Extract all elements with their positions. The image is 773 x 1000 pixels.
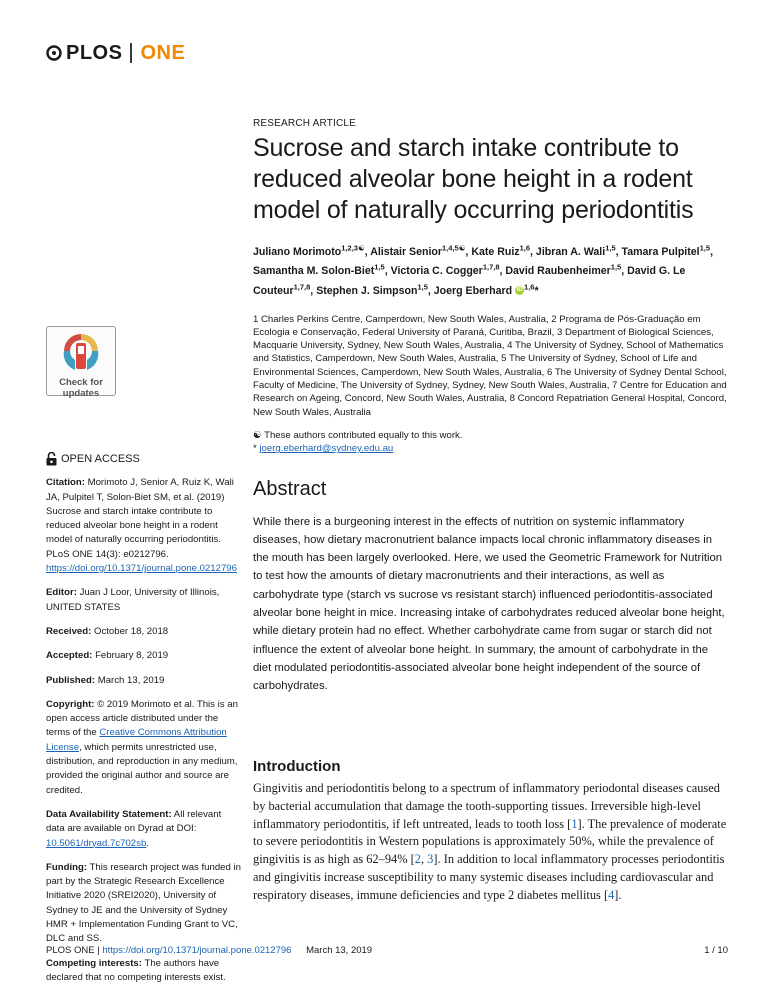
open-access-text: OPEN ACCESS: [61, 453, 140, 465]
introduction-heading: Introduction: [253, 758, 341, 775]
license-link[interactable]: Creative Commons Attribution License: [46, 727, 227, 753]
intro-part-2b: ,: [420, 852, 428, 867]
published-block: [46, 674, 242, 688]
funding-label: Funding:: [46, 861, 88, 873]
author-separator: ,: [615, 245, 622, 258]
open-access-label: [46, 452, 242, 466]
abstract-text: While there is a burgeoning interest in the effects of nutrition on systemic inflammatory diseases, how dietary macronutrient balance impacts local chronic inflammatory diseases in the mouth has been largely overlooked. Here, we used the Geometric Framework for Nutrition to test how the amounts of dietary macronutrients and their interactions, as well as carbohydrate type (starch vs sucrose vs resistant starch) influenced periodontitis-associated alveolar bone height in mice. Increasing intake of carbohydrates reduced alveolar bone height, while dietary protein had no effect. Whether carbohydrate came from sugar or starch did not influence the extent of alveolar bone height. In summary, the amount of carbohydrate in the diet modulated periodontitis-associated alveolar bone height independent of the source of carbohydrates.: [253, 515, 725, 693]
article-title: Sucrose and starch intake contribute to reduced alveolar bone height in a rodent model of naturally occurring periodontitis: [253, 134, 694, 224]
logo-one-text: ONE: [140, 41, 186, 64]
crossmark-icon: [62, 332, 100, 372]
introduction-text: [253, 780, 730, 905]
author-separator: ,: [310, 284, 317, 297]
author-affiliation-marks: 1,7,8: [482, 262, 500, 272]
editor-label: Editor:: [46, 587, 77, 599]
author-separator: ,: [530, 245, 536, 258]
author-name: Stephen J. Simpson: [316, 284, 418, 297]
author-notes: [253, 429, 729, 456]
author-affiliation-marks: 1,5: [610, 262, 622, 272]
intro-part-3: ]. In addition to local inflammatory processes periodontitis and gingivitis increase susceptibility to many systemic diseases including cardiovascular and respiratory diseases, immune deficiencies and type 2 diabetes mellitus [: [253, 852, 725, 902]
orcid-icon[interactable]: iD: [516, 287, 523, 294]
author-name: Victoria C. Cogger: [390, 265, 483, 278]
author-separator: ,: [710, 245, 714, 258]
corresponding-author-note: [253, 442, 729, 455]
logo-plos-text: PLOS: [66, 41, 123, 64]
data-availability-block: [46, 808, 242, 851]
author-name: Tamara Pulpitel: [621, 245, 700, 258]
author[interactable]: [370, 243, 472, 258]
competing-interests-text: The authors have declared that no competing interests exist.: [46, 957, 226, 983]
copyright-label: Copyright:: [46, 698, 95, 710]
author-name: Joerg Eberhard: [433, 284, 513, 297]
author[interactable]: [433, 282, 539, 297]
accepted-label: Accepted:: [46, 650, 93, 662]
author-affiliation-marks: 1,5: [699, 243, 711, 252]
editor-text: Juan J Loor, University of Illinois, UNITED STATES: [46, 587, 220, 613]
article-main: [253, 118, 729, 696]
footer-date: March 13, 2019: [306, 945, 373, 956]
editor-block: [46, 586, 242, 615]
intro-part-4: ].: [614, 887, 622, 902]
citation-block: [46, 476, 242, 576]
copyright-block: [46, 698, 242, 798]
author-separator: ,: [621, 265, 628, 278]
author[interactable]: [316, 282, 434, 297]
author[interactable]: [390, 262, 506, 278]
equal-contribution-note: ☯ These authors contributed equally to this work.: [253, 429, 463, 441]
data-availability-label: Data Availability Statement:: [46, 808, 172, 820]
badge-line-1: Check for: [59, 377, 103, 388]
article-info-sidebar: [46, 452, 242, 995]
copyright-text-1: © 2019 Morimoto et al. This is an open access article distributed under the terms of the: [46, 698, 238, 739]
author-name: Jibran A. Wali: [535, 245, 606, 258]
data-availability-end: .: [146, 837, 149, 849]
footer-journal: PLOS ONE |: [46, 945, 103, 956]
citation-ref-4[interactable]: 4: [608, 887, 615, 902]
footer-left: [46, 945, 372, 956]
received-date: October 18, 2018: [94, 625, 169, 637]
author-name: Samantha M. Solon-Biet: [253, 265, 375, 278]
plos-logo-icon: [46, 45, 62, 61]
published-date: March 13, 2019: [97, 674, 165, 686]
badge-line-2: updates: [62, 388, 100, 399]
data-availability-text: All relevant data are available on Dyrad at DOI:: [46, 808, 222, 835]
accepted-date: February 8, 2019: [95, 650, 169, 662]
page-footer: [46, 945, 728, 956]
received-block: [46, 625, 242, 639]
author-separator: ,: [364, 245, 371, 258]
citation-ref-2[interactable]: 2: [414, 852, 421, 867]
author-name: Kate Ruiz: [471, 245, 520, 258]
copyright-text-2: , which permits unrestricted use, distribution, and reproduction in any medium, provided the original author and source are credited.: [46, 741, 238, 796]
author-name: Juliano Morimoto: [253, 245, 342, 258]
author-affiliation-marks: 1,6: [524, 282, 535, 292]
citation-doi-link[interactable]: https://doi.org/10.1371/journal.pone.0212796: [46, 563, 237, 575]
author[interactable]: [471, 243, 536, 258]
citation-ref-3[interactable]: 3: [427, 852, 434, 867]
abstract-heading: Abstract: [253, 477, 327, 500]
author-name: David G. Le Couteur: [253, 265, 686, 297]
author-separator: ,: [427, 284, 434, 297]
accepted-block: [46, 649, 242, 663]
article-type: RESEARCH ARTICLE: [253, 118, 357, 129]
author[interactable]: [621, 243, 714, 258]
author-list: [253, 240, 729, 299]
author[interactable]: [253, 243, 371, 258]
author-separator: ,: [465, 245, 472, 258]
published-label: Published:: [46, 674, 96, 686]
author-affiliation-marks: 1,5: [374, 262, 385, 272]
author-affiliation-marks: 1,7,8: [293, 282, 311, 292]
logo-divider: [130, 43, 132, 63]
funding-text: This research project was funded in part by the Strategic Research Excellence Initiative 2020 (SREI2020), University of Sydney to JE and the University of Sydney HMR + Implementation Funding Grant to VC, DLC and SS.: [46, 861, 241, 945]
author-name: David Raubenheimer: [505, 265, 611, 278]
funding-block: [46, 861, 242, 947]
competing-interests-label: Competing interests:: [46, 957, 142, 969]
affiliations: 1 Charles Perkins Centre, Camperdown, New South Wales, Australia, 2 Programa de Pós-Graduação em Ecologia e Conservação, Federal University of Paraná, Curitiba, Brazil, 3 Department of Biological Sciences, Macquarie University, Sydney, New South Wales, Australia, 4 The University of Sydney, School of Mathematics and Statistics, Camperdown, New South Wales, Australia, 5 The University of Sydney, School of Life and Environmental Sciences, Camperdown, New South Wales, Australia, 6 The University of Sydney Dental School, Faculty of Medicine, The University of Sydney, Sydney, New South Wales, Australia, 7 Centre for Education and Research on Ageing, Concord, New South Wales, Australia, 8 Concord Repatriation General Hospital, Concord, New South Wales, Australia: [253, 313, 727, 418]
page-number: 1 / 10: [704, 945, 728, 956]
author-name: Alistair Senior: [370, 245, 443, 258]
check-for-updates-badge[interactable]: [46, 326, 116, 399]
competing-interests-block: [46, 957, 242, 986]
corresponding-mark: *: [253, 443, 257, 455]
citation-text: Morimoto J, Senior A, Ruiz K, Wali JA, Pulpitel T, Solon-Biet SM, et al. (2019) Sucrose and starch intake contribute to reduced alveolar bone height in a rodent model of naturally occurring periodontitis. PLoS ONE 14(3): e0212796.: [46, 477, 234, 560]
author-affiliation-marks: 1,6: [519, 243, 531, 252]
intro-part-1: Gingivitis and periodontitis belong to a spectrum of inflammatory periodontal diseases caused by bacterial accumulation that damage the tooth-supporting tissues. Irreversible high-level inflammatory periodontitis, if left untreated, leads to tooth loss [: [253, 781, 720, 831]
footer-doi-link[interactable]: https://doi.org/10.1371/journal.pone.0212796: [102, 945, 292, 956]
corresponding-email-link[interactable]: joerg.eberhard@sydney.edu.au: [259, 443, 394, 455]
dryad-doi-link[interactable]: 10.5061/dryad.7c702sb: [46, 837, 147, 849]
author-separator: *: [534, 284, 539, 297]
author[interactable]: [505, 262, 628, 278]
intro-part-2: ]. The prevalence of moderate to severe periodontitis in Western populations is approximately 50%, while the prevalence of gingivitis is as high as 62–94% [: [253, 816, 727, 867]
author-affiliation-marks: 1,2,3☯: [341, 243, 365, 252]
author-separator: ,: [384, 265, 391, 278]
author-affiliation-marks: 1,5: [605, 243, 616, 252]
citation-label: Citation:: [46, 477, 85, 489]
plos-one-logo[interactable]: [46, 40, 185, 66]
author[interactable]: [253, 262, 391, 278]
citation-ref-1[interactable]: 1: [571, 816, 578, 831]
author-affiliation-marks: 1,4,5☯: [442, 243, 466, 252]
open-lock-icon: [46, 452, 57, 466]
received-label: Received:: [46, 625, 92, 637]
author[interactable]: [535, 243, 622, 258]
author-separator: ,: [499, 265, 506, 278]
author-affiliation-marks: 1,5: [417, 282, 428, 292]
